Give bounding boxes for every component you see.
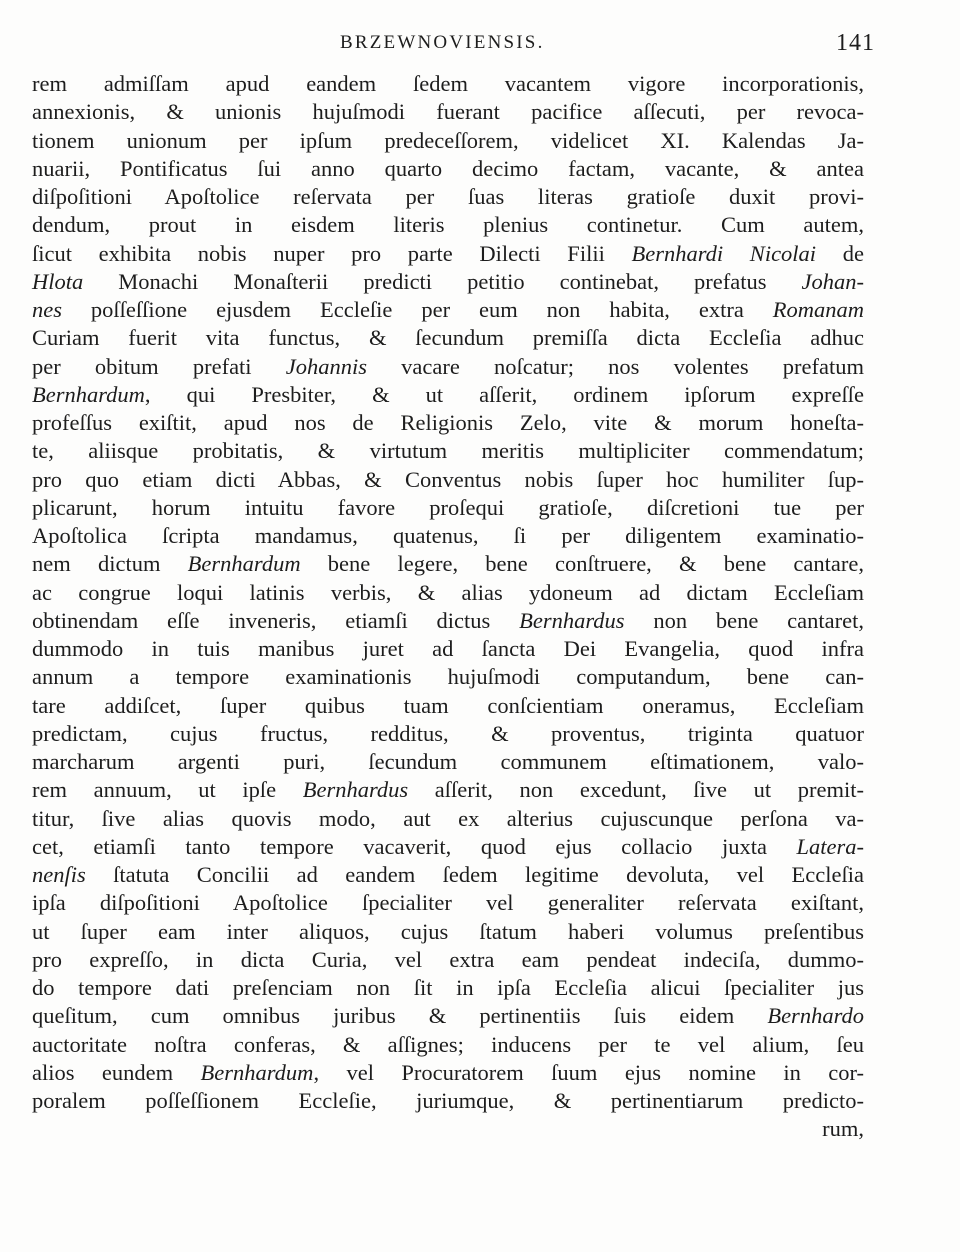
- text-line: [32, 70, 864, 98]
- italic-name: Bernhardum: [200, 1059, 314, 1085]
- text-run: ſicut exhibita nobis nuper pro parte Dilecti Filii: [32, 240, 632, 266]
- text-line: [32, 946, 864, 974]
- text-line: [32, 240, 864, 268]
- text-line: [32, 720, 864, 748]
- text-run: de: [816, 240, 864, 266]
- text-run: titur, ſive alias quovis modo, aut ex alterius cujuscunque perſona va-: [32, 805, 864, 831]
- text-run: per obitum prefati: [32, 353, 286, 379]
- text-line: [32, 607, 864, 635]
- text-run: tare addiſcet, ſuper quibus tuam conſcientiam oneramus, Eccleſiam: [32, 692, 864, 718]
- text-run: ipſa diſpoſitioni Apoſtolice ſpecialiter vel generaliter reſervata exiſtant,: [32, 890, 864, 916]
- text-line: [32, 918, 864, 946]
- page-number: 141: [836, 30, 875, 56]
- italic-name: Bernhardum: [32, 381, 145, 407]
- italic-name: Bernhardo: [767, 1003, 864, 1029]
- text-run: ut ſuper eam inter aliquos, cujus ſtatum haberi volumus preſentibus: [32, 918, 864, 944]
- text-run: te, aliisque probitatis, & virtutum meritis multipliciter commendatum;: [32, 438, 864, 464]
- text-line: [32, 437, 864, 465]
- text-run: alios eundem: [32, 1059, 201, 1085]
- text-line: [32, 889, 864, 917]
- italic-name: Johan-: [801, 268, 864, 294]
- text-run: obtinendam eſſe inveneris, etiamſi dictus: [32, 607, 520, 633]
- text-line: [32, 466, 864, 494]
- text-run: ac congrue loqui latinis verbis, & alias ydoneum ad dictam Eccleſiam: [32, 579, 864, 605]
- italic-name: Bernhardum: [187, 551, 301, 577]
- text-line: [32, 98, 864, 126]
- text-run: dummodo in tuis manibus juret ad ſancta Dei Evangelia, quod infra: [32, 636, 864, 661]
- text-line: [32, 268, 864, 296]
- text-run: pro quo etiam dicti Abbas, & Conventus nobis ſuper hoc humiliter ſup-: [32, 466, 864, 492]
- text-run: dendum, prout in eisdem literis plenius continetur. Cum autem,: [32, 212, 864, 238]
- text-run: annexionis, & unionis hujuſmodi fuerant pacifice aſſecuti, per revoca-: [32, 99, 864, 125]
- text-line: [32, 381, 864, 409]
- text-run: rum,: [822, 1116, 864, 1142]
- text-run: , qui Presbiter, & ut aſſerit, ordinem ipſorum expreſſe: [144, 381, 864, 407]
- text-line: [32, 155, 864, 183]
- text-run: marcharum argenti puri, ſecundum communem eſtimationem, valo-: [32, 749, 864, 774]
- text-run: pro expreſſo, in dicta Curia, vel extra eam pendeat indeciſa, dummo-: [32, 946, 864, 972]
- text-run: vacare noſcatur; nos volentes prefatum: [366, 353, 864, 379]
- text-run: cet, etiamſi tanto tempore vacaverit, quod ejus collacio juxta: [32, 833, 797, 859]
- text-run: nem dictum: [32, 551, 188, 577]
- text-line: [32, 692, 864, 720]
- text-run: poſſeſſione ejusdem Eccleſie per eum non habita, extra: [62, 297, 773, 322]
- text-run: Curiam fuerit vita functus, & ſecundum premiſſa dicta Eccleſia adhuc: [32, 325, 864, 351]
- italic-name: Romanam: [772, 297, 864, 322]
- text-run: profeſſus exiſtit, apud nos de Religionis Zelo, vite & morum honeſta-: [32, 410, 864, 435]
- text-line: [32, 748, 864, 776]
- text-line: [32, 776, 864, 804]
- text-run: queſitum, cum omnibus juribus & pertinentiis ſuis eidem: [32, 1003, 768, 1029]
- italic-name: nes: [32, 297, 62, 322]
- text-line: [32, 296, 864, 324]
- text-line: [32, 494, 864, 522]
- text-run: Monachi Monaſterii predicti petitio continebat, prefatus: [83, 268, 802, 294]
- italic-name: Latera-: [796, 833, 864, 859]
- text-run: aſſerit, non excedunt, ſive ut premit-: [408, 777, 864, 803]
- text-line: [32, 183, 864, 211]
- text-line: [32, 833, 864, 861]
- text-run: , vel Procuratorem ſuum ejus nomine in cor-: [313, 1059, 864, 1085]
- text-line: [32, 579, 864, 607]
- text-line: [32, 522, 864, 550]
- text-run: Apoſtolica ſcripta mandamus, quatenus, ſi per diligentem examinatio-: [32, 523, 864, 548]
- italic-name: Bernhardus: [519, 607, 625, 633]
- text-run: poralem poſſeſſionem Eccleſie, juriumque, & pertinentiarum predicto-: [32, 1088, 864, 1113]
- text-run: rem admiſſam apud eandem ſedem vacantem vigore incorporationis,: [32, 71, 864, 96]
- text-line: [32, 1031, 864, 1059]
- text-line: [32, 550, 864, 578]
- italic-name: Bernhardi Nicolai: [631, 240, 817, 266]
- text-line: [32, 353, 864, 381]
- italic-name: nenſis: [32, 862, 86, 887]
- text-run: diſpoſitioni Apoſtolice reſervata per ſuas literas gratioſe duxit provi-: [32, 184, 864, 209]
- text-run: non bene cantaret,: [624, 607, 864, 633]
- italic-name: Hlota: [32, 268, 84, 294]
- text-line: [32, 127, 864, 155]
- text-run: rem annuum, ut ipſe: [32, 777, 303, 803]
- text-line: [32, 974, 864, 1002]
- italic-name: Johannis: [285, 353, 367, 379]
- text-line: [32, 409, 864, 437]
- text-run: nuarii, Pontificatus ſui anno quarto decimo factam, vacante, & antea: [32, 155, 864, 181]
- text-line: [32, 1059, 864, 1087]
- text-run: annum a tempore examinationis hujuſmodi computandum, bene can-: [32, 664, 864, 690]
- text-run: tionem unionum per ipſum predeceſſorem, videlicet XI. Kalendas Ja-: [32, 127, 864, 153]
- text-line: [32, 211, 864, 239]
- text-line: [32, 663, 864, 691]
- running-title: BRZEWNOVIENSIS.: [340, 32, 545, 53]
- text-line: [32, 1002, 864, 1030]
- text-run: predictam, cujus fructus, redditus, & proventus, triginta quatuor: [32, 720, 864, 746]
- text-line: [32, 805, 864, 833]
- text-run: plicarunt, horum intuitu favore proſequi gratioſe, diſcretioni tue per: [32, 494, 864, 520]
- text-line: [32, 635, 864, 663]
- text-line: [32, 1087, 864, 1115]
- text-line: [32, 1115, 864, 1143]
- text-line: [32, 324, 864, 352]
- text-run: do tempore dati preſenciam non ſit in ipſa Eccleſia alicui ſpecialiter jus: [32, 975, 864, 1000]
- italic-name: Bernhardus: [302, 777, 409, 803]
- text-line: [32, 861, 864, 889]
- text-run: ſtatuta Concilii ad eandem ſedem legitime devoluta, vel Eccleſia: [85, 862, 864, 887]
- text-run: auctoritate noſtra conferas, & aſſignes; inducens per te vel alium, ſeu: [32, 1031, 864, 1057]
- text-run: bene legere, bene conſtruere, & bene cantare,: [300, 551, 864, 577]
